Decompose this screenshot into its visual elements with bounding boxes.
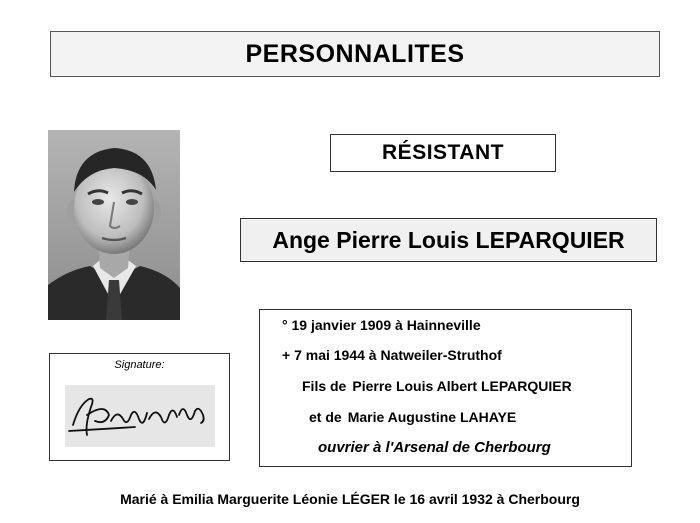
father-line — [302, 378, 572, 394]
marriage-line: Marié à Emilia Marguerite Léonie LÉGER le 16 avril 1932 à Cherbourg — [120, 491, 580, 507]
mother-name: Marie Augustine LAHAYE — [347, 409, 517, 425]
person-name: Ange Pierre Louis LEPARQUIER — [272, 226, 625, 253]
signature-box — [49, 353, 230, 461]
page-title: PERSONNALITES — [245, 39, 465, 68]
occupation-line: ouvrier à l'Arsenal de Cherbourg — [318, 439, 551, 456]
death-line: + 7 mai 1944 à Natweiler-Struthof — [282, 347, 502, 363]
portrait-photo — [48, 130, 180, 320]
father-name: Pierre Louis Albert LEPARQUIER — [352, 378, 572, 394]
portrait-photo-drawing — [48, 130, 180, 320]
handwritten-signature — [65, 385, 215, 447]
role-label: RÉSISTANT — [382, 141, 504, 164]
page-title-box — [50, 31, 660, 77]
biography-box — [259, 309, 632, 467]
father-prefix: Fils de — [302, 378, 347, 394]
role-box — [330, 134, 556, 172]
signature-image — [65, 385, 215, 447]
birth-line: ° 19 janvier 1909 à Hainneville — [282, 317, 481, 333]
mother-prefix: et de — [309, 409, 342, 425]
name-box — [240, 218, 657, 262]
signature-label: Signature: — [114, 359, 165, 371]
mother-line — [309, 409, 516, 425]
